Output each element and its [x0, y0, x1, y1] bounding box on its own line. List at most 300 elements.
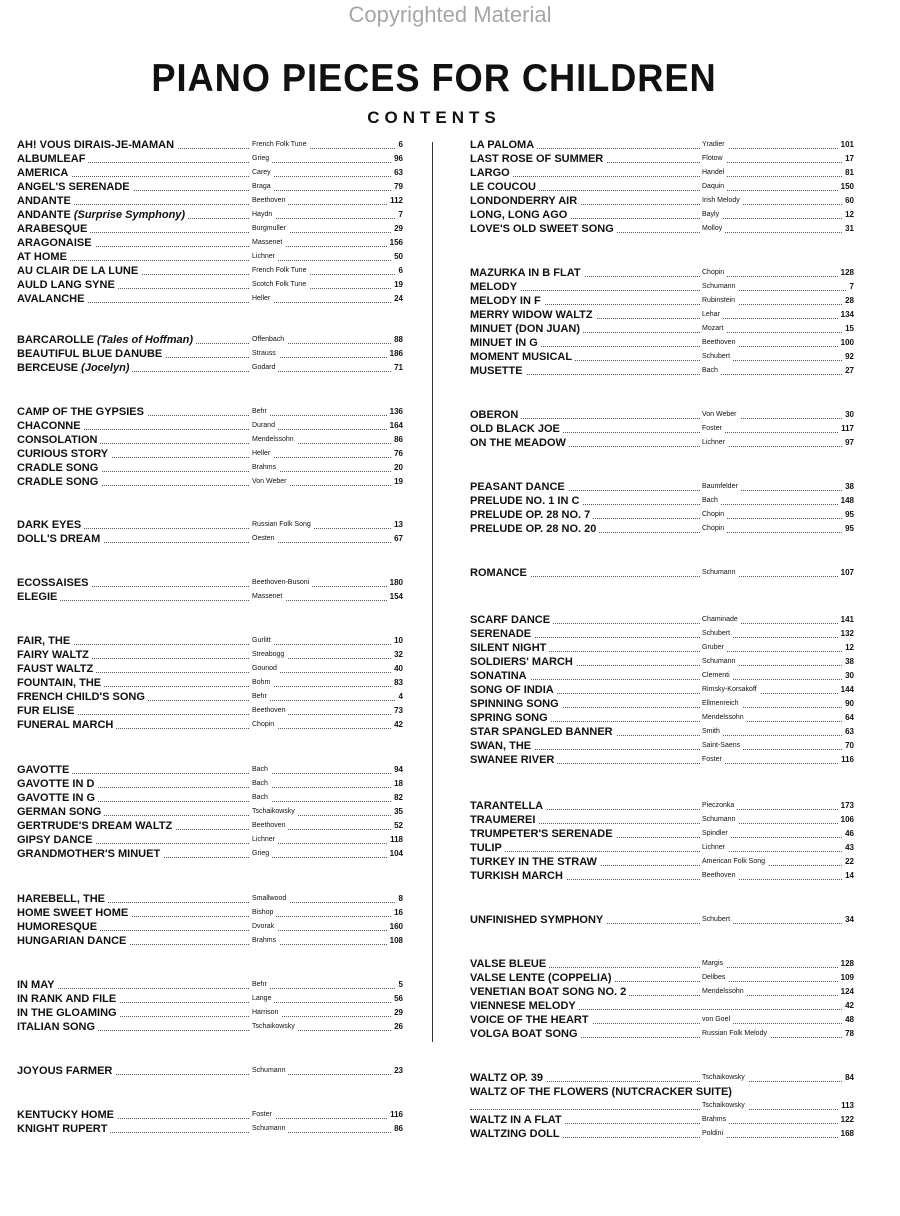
page-number: 6	[396, 138, 403, 152]
composer: Tschaikowsky	[250, 1020, 298, 1034]
composer: Streabogg	[250, 648, 287, 662]
page-number: 20	[391, 461, 403, 475]
page-number: 76	[391, 447, 403, 461]
contents-entry[interactable]	[470, 683, 854, 697]
page-number: 17	[842, 152, 854, 166]
contents-entry[interactable]	[470, 1027, 854, 1041]
composer: Durand	[250, 419, 278, 433]
contents-entry[interactable]	[17, 518, 403, 532]
piece-subtitle: (Jocelyn)	[78, 362, 130, 374]
page-number: 160	[387, 920, 403, 934]
piece-title: MELODY	[470, 281, 520, 293]
composer: von Goel	[700, 1013, 733, 1027]
contents-entry[interactable]	[470, 739, 854, 753]
page-number: 64	[842, 711, 854, 725]
page-number: 95	[842, 508, 854, 522]
page-number: 28	[842, 294, 854, 308]
composer: Bach	[250, 791, 271, 805]
contents-entry[interactable]	[470, 522, 854, 536]
contents-entry[interactable]	[17, 475, 403, 489]
page-number: 52	[391, 819, 403, 833]
contents-entry[interactable]	[17, 1122, 403, 1136]
contents-entry[interactable]	[17, 791, 403, 805]
piece-title: VOLGA BOAT SONG	[470, 1028, 581, 1040]
contents-entry[interactable]	[17, 180, 403, 194]
contents-entry[interactable]	[470, 508, 854, 522]
composer: Foster	[250, 1108, 275, 1122]
composer: Schumann	[700, 813, 738, 827]
piece-title: ROMANCE	[470, 567, 530, 579]
page-number: 116	[387, 1108, 403, 1122]
composer: Schumann	[700, 655, 738, 669]
contents-entry[interactable]	[470, 799, 854, 813]
composer: Behr	[250, 405, 270, 419]
composer: Mendelssohn	[700, 985, 747, 999]
page-number: 78	[842, 1027, 854, 1041]
composer: Dvorak	[250, 920, 277, 934]
piece-title: ALBUMLEAF	[17, 153, 88, 165]
piece-title: PEASANT DANCE	[470, 481, 568, 493]
page-number: 82	[391, 791, 403, 805]
page-number: 6	[396, 264, 403, 278]
contents-entry[interactable]	[470, 957, 854, 971]
page-number: 10	[391, 634, 403, 648]
page-number: 12	[842, 208, 854, 222]
page-number: 42	[391, 718, 403, 732]
contents-entry[interactable]	[17, 447, 403, 461]
composer: Von Weber	[700, 408, 740, 422]
contents-entry[interactable]	[470, 855, 854, 869]
page-number: 67	[391, 532, 403, 546]
page-number: 14	[842, 869, 854, 883]
contents-entry[interactable]	[470, 641, 854, 655]
contents-entry[interactable]	[470, 711, 854, 725]
contents-entry[interactable]	[470, 364, 854, 378]
composer: Pieczonka	[700, 799, 737, 813]
piece-title: VALSE BLEUE	[470, 958, 549, 970]
composer: Delibes	[700, 971, 728, 985]
piece-title: MAZURKA IN B FLAT	[470, 267, 584, 279]
contents-entry[interactable]	[17, 532, 403, 546]
contents-entry[interactable]	[470, 480, 854, 494]
composer: Russian Folk Melody	[700, 1027, 770, 1041]
page-number: 90	[842, 697, 854, 711]
dot-leader	[470, 851, 854, 852]
piece-title: GIPSY DANCE	[17, 834, 96, 846]
piece-title: WALTZ OP. 39	[470, 1072, 546, 1084]
contents-entry[interactable]	[470, 655, 854, 669]
piece-title: TURKISH MARCH	[470, 870, 566, 882]
contents-entry[interactable]	[17, 892, 403, 906]
contents-entry[interactable]	[470, 1085, 854, 1099]
contents-entry[interactable]	[470, 266, 854, 280]
piece-title: AH! VOUS DIRAIS-JE-MAMAN	[17, 139, 177, 151]
composer: Mendelssohn	[700, 711, 747, 725]
contents-group	[470, 613, 854, 767]
page-number: 5	[396, 978, 403, 992]
contents-entry[interactable]	[470, 194, 854, 208]
piece-title: ELEGIE	[17, 591, 60, 603]
contents-entry[interactable]	[470, 669, 854, 683]
dot-leader	[470, 418, 854, 419]
contents-entry[interactable]	[17, 590, 403, 604]
piece-title: SERENADE	[470, 628, 534, 640]
contents-entry[interactable]	[17, 1064, 403, 1078]
piece-title: STAR SPANGLED BANNER	[470, 726, 616, 738]
contents-entry[interactable]	[17, 718, 403, 732]
contents-entry[interactable]	[470, 494, 854, 508]
piece-title: ARAGONAISE	[17, 237, 95, 249]
composer: Irish Melody	[700, 194, 743, 208]
contents-entry[interactable]	[470, 280, 854, 294]
contents-entry[interactable]	[470, 222, 854, 236]
column-divider	[432, 142, 433, 1042]
composer: Chaminade	[700, 613, 741, 627]
piece-title: SILENT NIGHT	[470, 642, 549, 654]
composer: Strauss	[250, 347, 279, 361]
contents-entry[interactable]	[470, 971, 854, 985]
contents-entry[interactable]	[17, 763, 403, 777]
contents-entry[interactable]	[470, 827, 854, 841]
contents-entry[interactable]	[470, 208, 854, 222]
piece-title: BARCAROLLE (Tales of Hoffman)	[17, 334, 196, 346]
watermark: Copyrighted Material	[348, 2, 552, 27]
composer: Godard	[250, 361, 278, 375]
piece-title: TURKEY IN THE STRAW	[470, 856, 600, 868]
page-number: 88	[391, 333, 403, 347]
piece-title: TRUMPETER'S SERENADE	[470, 828, 616, 840]
piece-title: LE COUCOU	[470, 181, 539, 193]
contents-entry[interactable]	[17, 819, 403, 833]
composer: Chopin	[250, 718, 277, 732]
composer: Lichner	[700, 841, 728, 855]
piece-title: IN MAY	[17, 979, 58, 991]
piece-title: FOUNTAIN, THE	[17, 677, 104, 689]
contents-group	[470, 957, 854, 1041]
piece-title: GERTRUDE'S DREAM WALTZ	[17, 820, 175, 832]
page-number: 30	[842, 669, 854, 683]
contents-entry[interactable]	[17, 222, 403, 236]
contents-entry[interactable]	[17, 805, 403, 819]
piece-title: SPRING SONG	[470, 712, 551, 724]
piece-title: VIENNESE MELODY	[470, 1000, 579, 1012]
piece-title: KNIGHT RUPERT	[17, 1123, 110, 1135]
composer: Bach	[250, 763, 271, 777]
composer: Brahms	[250, 934, 279, 948]
contents-entry[interactable]	[17, 662, 403, 676]
contents-entry[interactable]	[17, 152, 403, 166]
page-number: 48	[842, 1013, 854, 1027]
contents-entry[interactable]	[17, 906, 403, 920]
contents-entry[interactable]	[470, 350, 854, 364]
contents-entry[interactable]	[470, 322, 854, 336]
contents-entry[interactable]	[17, 992, 403, 1006]
piece-title: LONDONDERRY AIR	[470, 195, 580, 207]
contents-entry[interactable]	[17, 1108, 403, 1122]
piece-title: CONSOLATION	[17, 434, 100, 446]
contents-entry[interactable]	[470, 308, 854, 322]
composer: Schubert	[700, 350, 733, 364]
composer: Chopin	[700, 508, 727, 522]
contents-entry[interactable]	[470, 985, 854, 999]
composer: Beethoven-Busoni	[250, 576, 312, 590]
contents-entry[interactable]	[17, 690, 403, 704]
piece-title: DARK EYES	[17, 519, 84, 531]
contents-entry[interactable]	[470, 166, 854, 180]
contents-entry[interactable]	[17, 138, 403, 152]
contents-entry[interactable]	[470, 1127, 854, 1141]
dot-leader	[17, 204, 403, 205]
contents-entry[interactable]	[470, 1071, 854, 1085]
page-number: 79	[391, 180, 403, 194]
contents-entry[interactable]	[470, 422, 854, 436]
contents-entry[interactable]	[17, 978, 403, 992]
dot-leader	[470, 290, 854, 291]
contents-entry[interactable]	[17, 704, 403, 718]
contents-entry[interactable]	[17, 576, 403, 590]
contents-entry[interactable]	[470, 408, 854, 422]
contents-entry[interactable]	[17, 433, 403, 447]
contents-entry[interactable]	[17, 278, 403, 292]
composer: Behr	[250, 690, 270, 704]
contents-entry[interactable]	[470, 869, 854, 883]
page-number: 23	[391, 1064, 403, 1078]
contents-entry[interactable]	[17, 777, 403, 791]
page-number: 50	[391, 250, 403, 264]
contents-entry[interactable]	[17, 264, 403, 278]
piece-title: BERCEUSE (Jocelyn)	[17, 362, 132, 374]
dot-leader	[17, 600, 403, 601]
piece-title: FUNERAL MARCH	[17, 719, 116, 731]
page-number: 164	[387, 419, 403, 433]
composer: Smallwood	[250, 892, 289, 906]
composer: Molloy	[700, 222, 725, 236]
contents-entry[interactable]	[470, 999, 854, 1013]
piece-title: HUNGARIAN DANCE	[17, 935, 129, 947]
piece-title: SWANEE RIVER	[470, 754, 557, 766]
composer: Gurlitt	[250, 634, 274, 648]
contents-group	[17, 138, 403, 306]
page-number: 13	[391, 518, 403, 532]
page-number: 156	[387, 236, 403, 250]
contents-entry[interactable]	[17, 292, 403, 306]
piece-title: VALSE LENTE (COPPELIA)	[470, 972, 615, 984]
composer: Beethoven	[250, 704, 288, 718]
page-number: 35	[391, 805, 403, 819]
contents-entry[interactable]	[17, 250, 403, 264]
contents-entry[interactable]	[17, 166, 403, 180]
composer: Rubinstein	[700, 294, 738, 308]
contents-group	[17, 1064, 403, 1078]
composer: Smith	[700, 725, 723, 739]
composer: Bach	[700, 494, 721, 508]
contents-entry[interactable]	[470, 613, 854, 627]
dot-leader	[17, 988, 403, 989]
contents-entry[interactable]	[17, 461, 403, 475]
piece-title: SWAN, THE	[470, 740, 534, 752]
contents-entry[interactable]	[470, 152, 854, 166]
page-number: 124	[838, 985, 854, 999]
contents-entry[interactable]	[470, 180, 854, 194]
piece-title: LAST ROSE OF SUMMER	[470, 153, 606, 165]
page-number: 12	[842, 641, 854, 655]
page-number: 95	[842, 522, 854, 536]
piece-title: ON THE MEADOW	[470, 437, 569, 449]
piece-title: UNFINISHED SYMPHONY	[470, 914, 606, 926]
contents-entry[interactable]	[17, 236, 403, 250]
composer: Grieg	[250, 847, 272, 861]
page-number: 38	[842, 480, 854, 494]
piece-title: JOYOUS FARMER	[17, 1065, 115, 1077]
composer: Massenet	[250, 590, 285, 604]
page-number: 113	[838, 1099, 854, 1113]
composer: Heller	[250, 292, 273, 306]
composer: Lange	[250, 992, 274, 1006]
dot-leader	[470, 176, 854, 177]
page-number: 60	[842, 194, 854, 208]
contents-entry[interactable]	[17, 676, 403, 690]
composer: Daquin	[700, 180, 727, 194]
composer: Lichner	[250, 250, 278, 264]
contents-entry[interactable]	[470, 336, 854, 350]
contents-entry[interactable]	[17, 833, 403, 847]
page-number: 30	[842, 408, 854, 422]
piece-title: AULD LANG SYNE	[17, 279, 118, 291]
contents-group	[470, 799, 854, 883]
contents-entry[interactable]	[17, 405, 403, 419]
piece-subtitle: (Tales of Hoffman)	[94, 334, 194, 346]
contents-entry[interactable]	[470, 913, 854, 927]
piece-title: ANDANTE	[17, 195, 74, 207]
piece-title: SONG OF INDIA	[470, 684, 557, 696]
piece-title: PRELUDE NO. 1 IN C	[470, 495, 582, 507]
composer: Schubert	[700, 627, 733, 641]
piece-title: FAIRY WALTZ	[17, 649, 92, 661]
composer: Ellmenreich	[700, 697, 742, 711]
page-number: 24	[391, 292, 403, 306]
contents-entry[interactable]	[17, 920, 403, 934]
page-number: 128	[838, 266, 854, 280]
contents-entry[interactable]	[17, 934, 403, 948]
contents-entry[interactable]	[470, 753, 854, 767]
composer: Carey	[250, 166, 274, 180]
contents-entry[interactable]	[17, 361, 403, 375]
contents-entry[interactable]	[470, 841, 854, 855]
composer: Beethoven	[250, 194, 288, 208]
page-number: 92	[842, 350, 854, 364]
composer: Gruber	[700, 641, 727, 655]
piece-title: MELODY IN F	[470, 295, 544, 307]
contents-entry[interactable]	[17, 208, 403, 222]
page-number: 31	[842, 222, 854, 236]
composer: Handel	[700, 166, 727, 180]
page-number: 29	[391, 1006, 403, 1020]
page-number: 8	[396, 892, 403, 906]
piece-title: MUSETTE	[470, 365, 526, 377]
page-number: 46	[842, 827, 854, 841]
piece-title: ANDANTE (Surprise Symphony)	[17, 209, 188, 221]
contents-entry[interactable]	[470, 294, 854, 308]
piece-title: BEAUTIFUL BLUE DANUBE	[17, 348, 165, 360]
page-number: 186	[387, 347, 403, 361]
piece-title: WALTZ OF THE FLOWERS (NUTCRACKER SUITE)	[470, 1086, 735, 1098]
contents-entry[interactable]	[470, 697, 854, 711]
page-number: 4	[396, 690, 403, 704]
contents-entry[interactable]	[470, 138, 854, 152]
contents-entry[interactable]	[470, 1113, 854, 1127]
contents-entry[interactable]	[17, 634, 403, 648]
piece-title: TULIP	[470, 842, 505, 854]
contents-entry[interactable]	[470, 627, 854, 641]
composer: Offenbach	[250, 333, 287, 347]
composer: Mendelssohn	[250, 433, 297, 447]
piece-title: GAVOTTE IN G	[17, 792, 98, 804]
contents-entry[interactable]	[470, 1013, 854, 1027]
composer: Bohm	[250, 676, 273, 690]
contents-entry[interactable]	[17, 194, 403, 208]
contents-entry[interactable]	[17, 1006, 403, 1020]
piece-title: DOLL'S DREAM	[17, 533, 103, 545]
piece-title: TARANTELLA	[470, 800, 546, 812]
composer: Clementi	[700, 669, 733, 683]
piece-title: AU CLAIR DE LA LUNE	[17, 265, 141, 277]
piece-title: MERRY WIDOW WALTZ	[470, 309, 596, 321]
composer: Bishop	[250, 906, 276, 920]
page-number: 19	[391, 475, 403, 489]
contents-group	[470, 1071, 854, 1141]
page-number: 32	[391, 648, 403, 662]
piece-title: WALTZ IN A FLAT	[470, 1114, 565, 1126]
contents-entry[interactable]	[470, 436, 854, 450]
page-title: PIANO PIECES FOR CHILDREN	[151, 57, 717, 100]
dot-leader	[17, 176, 403, 177]
composer: Tschaikowsky	[700, 1071, 748, 1085]
page-number: 73	[391, 704, 403, 718]
contents-entry[interactable]	[470, 1099, 854, 1113]
piece-title: CURIOUS STORY	[17, 448, 111, 460]
contents-entry[interactable]	[17, 333, 403, 347]
page-number: 108	[387, 934, 403, 948]
contents-entry[interactable]	[470, 566, 854, 580]
piece-title: CAMP OF THE GYPSIES	[17, 406, 147, 418]
page-number: 104	[387, 847, 403, 861]
composer: Oesten	[250, 532, 278, 546]
piece-title: LARGO	[470, 167, 513, 179]
page-number: 63	[391, 166, 403, 180]
contents-entry[interactable]	[17, 847, 403, 861]
piece-title: GERMAN SONG	[17, 806, 104, 818]
composer: Scotch Folk Tune	[250, 278, 309, 292]
piece-title: TRAUMEREI	[470, 814, 538, 826]
contents-entry[interactable]	[17, 1020, 403, 1034]
page-number: 7	[847, 280, 854, 294]
composer: Schumann	[250, 1122, 288, 1136]
contents-entry[interactable]	[17, 347, 403, 361]
composer: Chopin	[700, 522, 727, 536]
page-number: 116	[838, 753, 854, 767]
composer: Bach	[250, 777, 271, 791]
composer: French Folk Tune	[250, 138, 309, 152]
page-number: 83	[391, 676, 403, 690]
page-number: 122	[838, 1113, 854, 1127]
contents-entry[interactable]	[17, 419, 403, 433]
contents-entry[interactable]	[17, 648, 403, 662]
contents-entry[interactable]	[470, 725, 854, 739]
piece-title: PRELUDE OP. 28 NO. 20	[470, 523, 599, 535]
contents-entry[interactable]	[470, 813, 854, 827]
piece-title: KENTUCKY HOME	[17, 1109, 117, 1121]
piece-title: GRANDMOTHER'S MINUET	[17, 848, 163, 860]
